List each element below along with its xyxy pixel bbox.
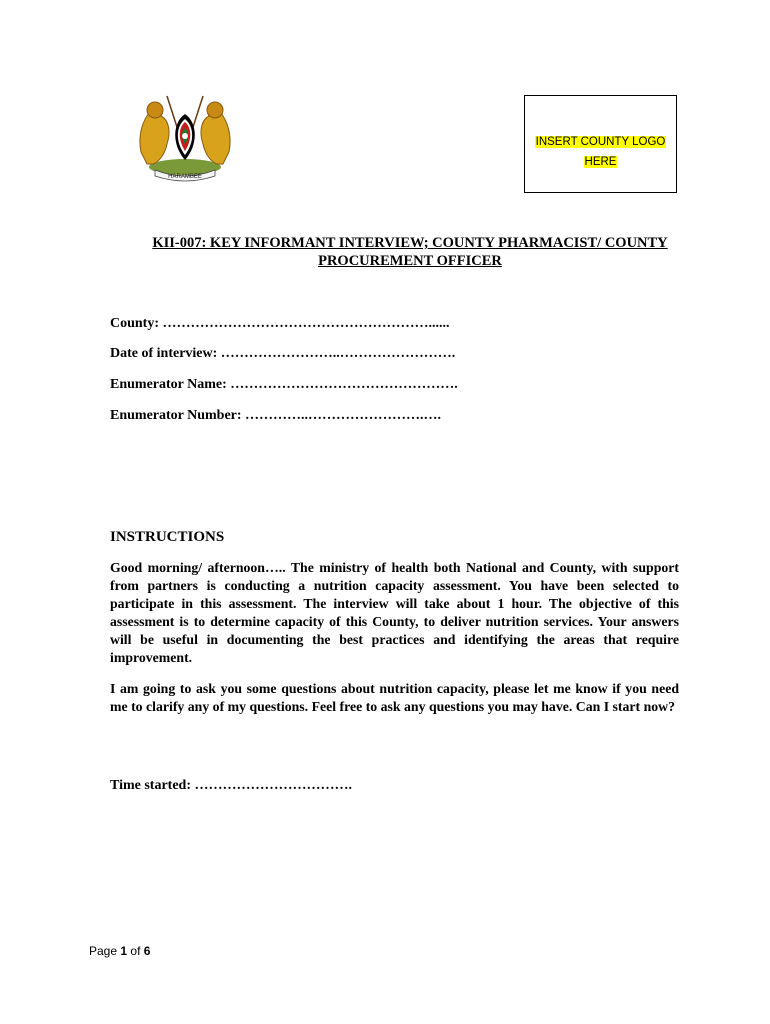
county-logo-placeholder (524, 95, 677, 193)
page-number-footer (89, 944, 150, 958)
page-label: Page (89, 944, 118, 958)
date-of-interview-field: Date of interview: ……………………..……………………. (110, 346, 456, 361)
of-label: of (130, 944, 141, 958)
enumerator-name-field: Enumerator Name: …………………………………………. (110, 377, 458, 392)
logo-placeholder-text-2: HERE (584, 156, 617, 168)
instructions-heading: INSTRUCTIONS (110, 529, 225, 545)
seal-motto: HARAMBEE (168, 174, 202, 180)
instructions-paragraph-2: I am going to ask you some questions about nutrition capacity, please let me know if you need me to clarify any of my questions. Feel free to ask any questions you may have. Can I start now? (110, 681, 679, 714)
title-line-2: PROCUREMENT OFFICER (318, 253, 502, 269)
total-pages: 6 (143, 944, 151, 958)
instructions-paragraph-1: Good morning/ afternoon….. The ministry of health both National and County, with support from partners is conducting a nutrition capacity assessment. You have been selected to participate in this assessment. The interview will take about 1 hour. The objective of this assessment is to determine capacity of this County, to deliver nutrition services. Your answers will be useful in documenting the best practices and identifying the areas that require improvement. (110, 560, 679, 665)
current-page: 1 (120, 944, 128, 958)
time-started-field: Time started: ……………………………. (110, 778, 352, 793)
enumerator-number-field: Enumerator Number: …………..…………………….…. (110, 408, 442, 423)
logo-placeholder-text: INSERT COUNTY LOGO (535, 136, 666, 148)
kenya-coat-of-arms-icon (131, 92, 239, 184)
document-title (110, 234, 710, 270)
title-line-1: KII-007: KEY INFORMANT INTERVIEW; COUNTY PHARMACIST/ COUNTY (152, 235, 668, 251)
county-field: County: …………………………………………………...... (110, 316, 450, 331)
